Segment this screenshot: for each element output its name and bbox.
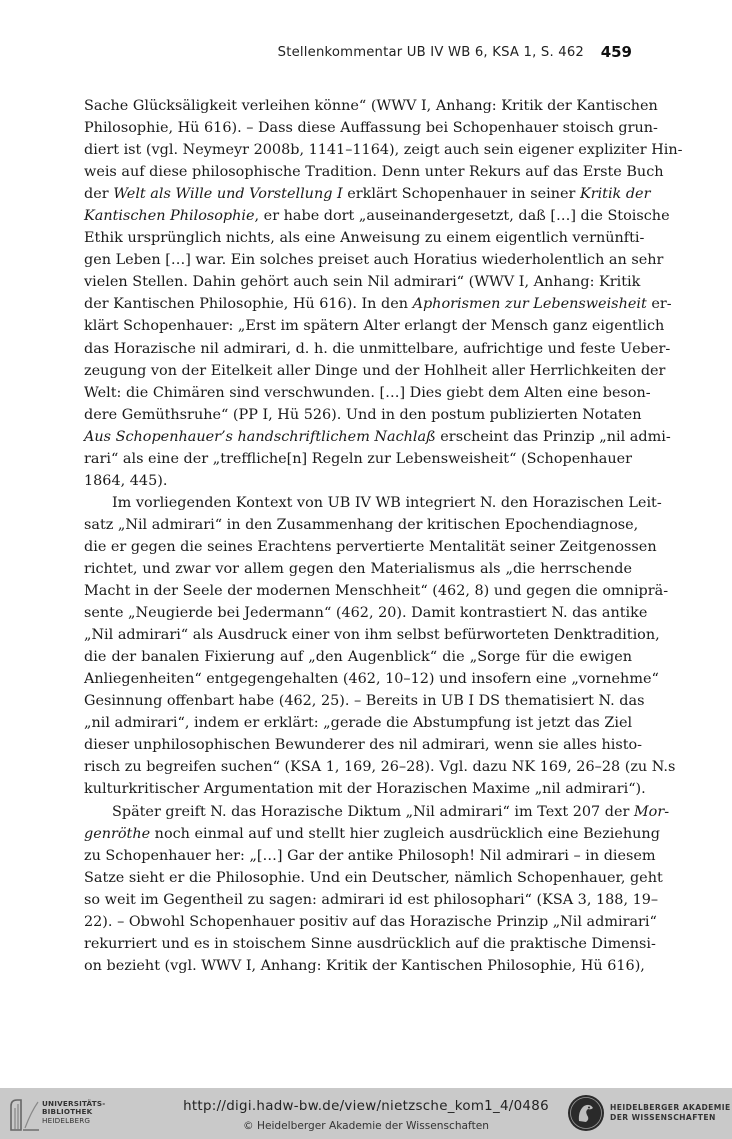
text-line: Kantischen Philosophie, er habe dort „auseinandergesetzt, daß […] die Stoische bbox=[84, 208, 670, 225]
library-line-3: HEIDELBERG bbox=[42, 1115, 91, 1125]
italic-title: Aus Schopenhauer’s handschriftlichem Nachlaß bbox=[84, 428, 436, 445]
library-line-1: UNIVERSITÄTS- bbox=[42, 1099, 106, 1108]
text-line: Aus Schopenhauer’s handschriftlichem Nachlaß erscheint das Prinzip „nil admi- bbox=[84, 428, 671, 445]
text-line: on bezieht (vgl. WWV I, Anhang: Kritik der Kantischen Philosophie, Hü 616), bbox=[84, 957, 645, 974]
text-line: Ethik ursprünglich nichts, als eine Anweisung zu einem eigentlich vernünfti- bbox=[84, 230, 645, 247]
text-line: diert ist (vgl. Neymeyr 2008b, 1141–1164), zeigt auch sein eigener expliziter Hin- bbox=[84, 142, 683, 159]
text-line: gen Leben […] war. Ein solches preiset auch Horatius wiederholentlich an sehr bbox=[84, 252, 664, 269]
running-header bbox=[84, 44, 632, 64]
text-line: zu Schopenhauer her: „[…] Gar der antike Philosoph! Nil admirari – in diesem bbox=[84, 847, 656, 864]
permalink-url[interactable]: http://digi.hadw-bw.de/view/nietzsche_kom1_4/0486 bbox=[183, 1099, 549, 1114]
footer-bar bbox=[0, 1088, 732, 1139]
italic-title: Welt als Wille und Vorstellung I bbox=[113, 186, 343, 203]
text-line: Welt: die Chimären sind verschwunden. […] Dies giebt dem Alten eine beson- bbox=[84, 384, 651, 401]
text-line: klärt Schopenhauer: „Erst im spätern Alter erlangt der Mensch ganz eigentlich bbox=[84, 318, 665, 335]
text-line: das Horazische nil admirari, d. h. die unmittelbare, aufrichtige und feste Ueber- bbox=[84, 340, 671, 357]
text-line: genröthe noch einmal auf und stellt hier zugleich ausdrücklich eine Beziehung bbox=[84, 825, 660, 842]
text-line: so weit im Gegentheil zu sagen: admirari id est philosophari“ (KSA 3, 188, 19– bbox=[84, 891, 659, 908]
text-line: die er gegen die seines Erachtens pervertierte Mentalität seiner Zeitgenossen bbox=[84, 538, 657, 555]
italic-title: genröthe bbox=[84, 825, 151, 842]
text-line: richtet, und zwar vor allem gegen den Materialismus als „die herrschende bbox=[84, 560, 632, 577]
paragraph bbox=[84, 492, 676, 801]
text-line: Gesinnung offenbart habe (462, 25). – Bereits in UB I DS thematisiert N. das bbox=[84, 693, 645, 710]
text-line: kulturkritischer Argumentation mit der Horazischen Maxime „nil admirari“). bbox=[84, 781, 646, 798]
text-line: 1864, 445). bbox=[84, 472, 168, 489]
text-line: Im vorliegenden Kontext von UB IV WB integriert N. den Horazischen Leit- bbox=[112, 494, 662, 511]
text-line: der Kantischen Philosophie, Hü 616). In den Aphorismen zur Lebensweisheit er- bbox=[84, 296, 672, 313]
text-line: Philosophie, Hü 616). – Dass diese Auffassung bei Schopenhauer stoisch grun- bbox=[84, 120, 658, 137]
text-line: „Nil admirari“ als Ausdruck einer von ihm selbst befürworteten Denktradition, bbox=[84, 627, 660, 644]
text-line: rari“ als eine der „treffliche[n] Regeln zur Lebensweisheit“ (Schopenhauer bbox=[84, 450, 632, 467]
text-line: der Welt als Wille und Vorstellung I erklärt Schopenhauer in seiner Kritik der bbox=[84, 186, 651, 203]
text-line: dieser unphilosophischen Bewunderer des nil admirari, wenn sie alles histo- bbox=[84, 737, 643, 754]
text-line: zeugung von der Eitelkeit aller Dinge und der Hohlheit aller Herrlichkeiten der bbox=[84, 362, 666, 379]
italic-title: Mor- bbox=[633, 803, 670, 820]
text-line: Macht in der Seele der modernen Menschheit“ (462, 8) und gegen die omniprä- bbox=[84, 583, 669, 600]
text-line: risch zu begreifen suchen“ (KSA 1, 169, 26–28). Vgl. dazu NK 169, 26–28 (zu N.s bbox=[84, 759, 676, 776]
running-head-title: Stellenkommentar UB IV WB 6, KSA 1, S. 462 bbox=[277, 45, 584, 60]
text-line: die der banalen Fixierung auf „den Augenblick“ die „Sorge für die ewigen bbox=[84, 649, 632, 666]
text-line: 22). – Obwohl Schopenhauer positiv auf das Horazische Prinzip „Nil admirari“ bbox=[84, 913, 657, 930]
library-line-2: BIBLIOTHEK bbox=[42, 1107, 93, 1117]
paragraph bbox=[84, 95, 683, 492]
text-line: Später greift N. das Horazische Diktum „Nil admirari“ im Text 207 der Mor- bbox=[112, 803, 670, 820]
body-text bbox=[84, 95, 683, 977]
paragraph bbox=[84, 801, 670, 977]
text-line: rekurriert und es in stoischem Sinne ausdrücklich auf die praktische Dimensi- bbox=[84, 935, 656, 952]
text-line: vielen Stellen. Dahin gehört auch sein Nil admirari“ (WWV I, Anhang: Kritik bbox=[84, 274, 641, 291]
academy-line-2: DER WISSENSCHAFTEN bbox=[610, 1112, 716, 1122]
text-line: dere Gemüthsruhe“ (PP I, Hü 526). Und in den postum publizierten Notaten bbox=[84, 406, 642, 423]
text-line: „nil admirari“, indem er erklärt: „gerade die Abstumpfung ist jetzt das Ziel bbox=[84, 715, 633, 732]
text-line: weis auf diese philosophische Tradition. Denn unter Rekurs auf das Erste Buch bbox=[84, 164, 664, 181]
text-line: Anliegenheiten“ entgegengehalten (462, 10–12) und insofern eine „vornehme“ bbox=[84, 671, 659, 688]
copyright-notice: © Heidelberger Akademie der Wissenschaften bbox=[243, 1120, 489, 1132]
academy-line-1: HEIDELBERGER AKADEMIE bbox=[610, 1103, 731, 1112]
text-line: sente „Neugierde bei Jedermann“ (462, 20). Damit kontrastiert N. das antike bbox=[84, 605, 648, 622]
italic-title: Kantischen Philosophie bbox=[84, 208, 255, 225]
italic-title: Kritik der bbox=[579, 186, 651, 203]
text-line: Sache Glücksäligkeit verleihen könne“ (WWV I, Anhang: Kritik der Kantischen bbox=[84, 98, 658, 114]
academy-seal-icon bbox=[566, 1093, 606, 1133]
academy-label bbox=[610, 1103, 731, 1122]
text-line: satz „Nil admirari“ in den Zusammenhang der kritischen Epochendiagnose, bbox=[84, 516, 639, 533]
text-line: Satze sieht er die Philosophie. Und ein Deutscher, nämlich Schopenhauer, geht bbox=[84, 869, 663, 886]
italic-title: Aphorismen zur Lebensweisheit bbox=[412, 296, 647, 313]
page-number: 459 bbox=[600, 43, 632, 61]
